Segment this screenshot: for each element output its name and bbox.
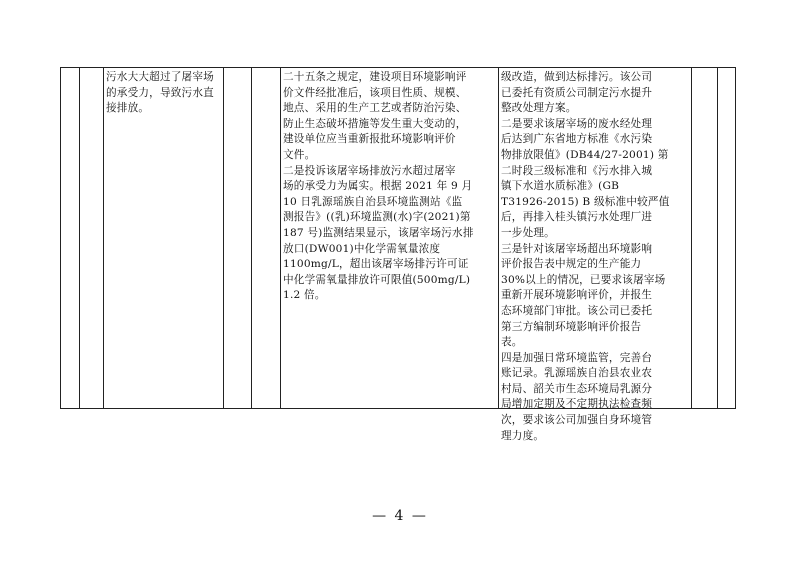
column-divider	[79, 68, 80, 408]
column-divider	[717, 68, 718, 408]
cell-handling-measures: 级改造，做到达标排污。该公司 已委托有资质公司制定污水提升 整改处理方案。 二是要求该屠宰场的废水经处理 后达到广东省地方标准《水污染 物排放限值》(DB44/27-2001) 第 二时段三级标准和《污水排入城 镇下水道水质标准》(GB T31926-2015) B 级标准中较严值 后，再排入桂头镇污水处理厂进 一步处理。 三是针对该屠宰场超出环境影响 评价报告表中规定的生产能力 30%以上的情况，已要求该屠宰场 重新开展环境影响评价，并报生 态环境部门审批。该公司已委托 第三方编制环境影响评价报告 表。 四是加强日常环境监管，完善台 账记录。乳源瑶族自治县农业农 村局、韶关市生态环境局乳源分 局增加定期及不定期执法检查频 次，要求该公司加强自身环境管 理力度。	[501, 71, 670, 442]
cell-investigation-result: 二十五条之规定，建设项目环境影响评 价文件经批准后，该项目性质、规模、 地点、采用的生产工艺或者防治污染、 防止生态破坏措施等发生重大变动的， 建设单位应当重新报批环境影响评价 文件。 二是投诉该屠宰场排放污水超过屠宰 场的承受力为属实。根据 2021 年 9 月 10 日乳源瑶族自治县环境监测站《监 测报告》((乳)环境监测(水)字(2021)第 187 号)监测结果显示，该屠宰场污水排 放口(DW001)中化学需氧量浓度 1100mg/L，超出该屠宰场排污许可证 中化学需氧量排放许可限值(500mg/L) 1.2 倍。	[283, 71, 474, 302]
column-divider	[223, 68, 224, 408]
column-divider	[691, 68, 692, 408]
column-divider	[103, 68, 104, 408]
column-divider	[498, 68, 499, 408]
document-table	[60, 67, 736, 442]
column-divider	[280, 68, 281, 408]
column-divider	[251, 68, 252, 408]
cell-problem-description: 污水大大超过了屠宰场 的承受力，导致污水直 接排放。	[106, 71, 214, 115]
page-number: — 4 —	[372, 508, 428, 524]
